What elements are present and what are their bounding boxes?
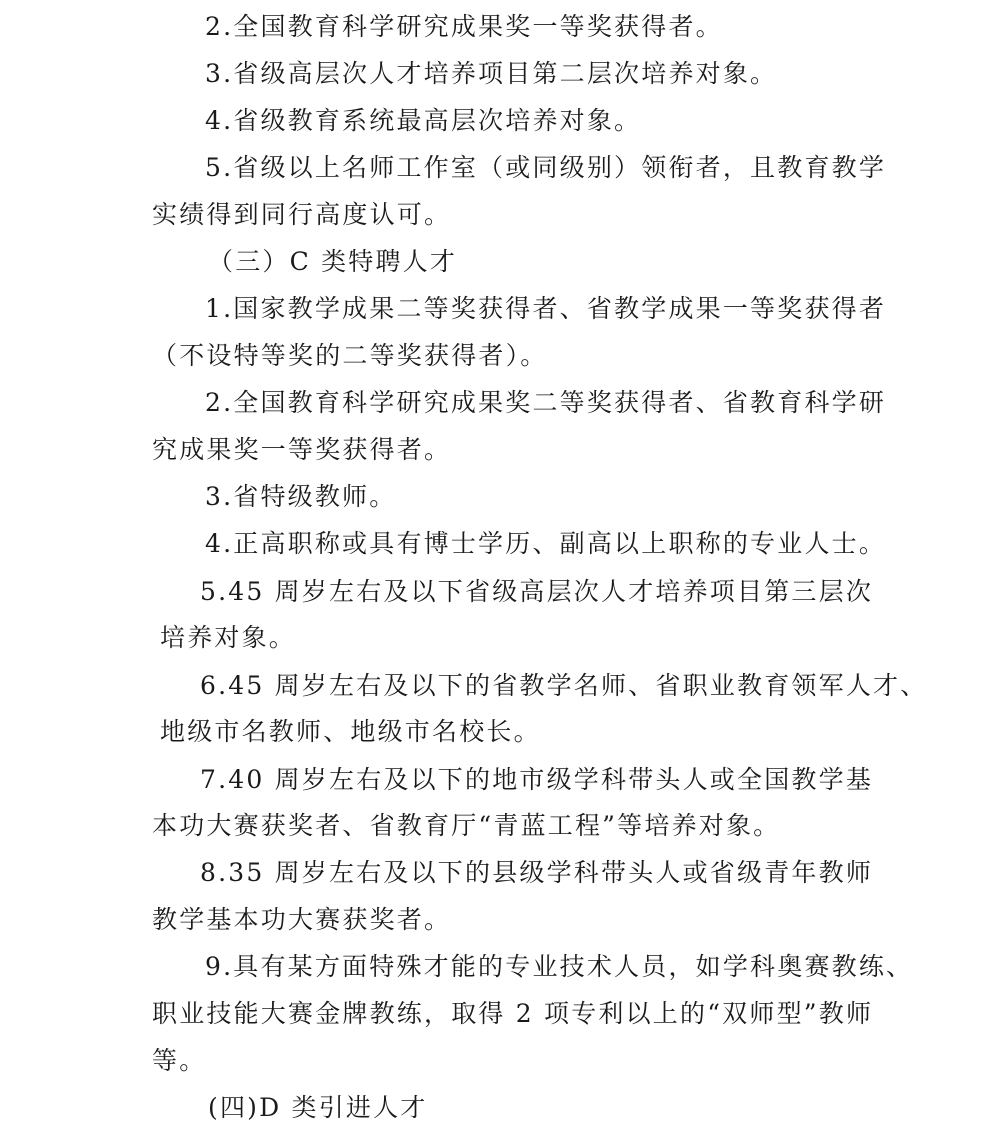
- text-line: （不设特等奖的二等奖获得者）。: [152, 341, 548, 370]
- text-line: 3.省级高层次人才培养项目第二层次培养对象。: [205, 59, 778, 88]
- text-line: 地级市名教师、地级市名校长。: [160, 717, 541, 746]
- text-line: 8.35 周岁左右及以下的县级学科带头人或省级青年教师: [200, 858, 874, 887]
- text-line: 1.国家教学成果二等奖获得者、省教学成果一等奖获得者: [205, 294, 887, 323]
- text-line: 究成果奖一等奖获得者。: [152, 435, 452, 464]
- text-line: 4.正高职称或具有博士学历、副高以上职称的专业人士。: [205, 529, 887, 558]
- section-heading: （三）C 类特聘人才: [208, 247, 458, 276]
- text-line: 本功大赛获奖者、省教育厅“青蓝工程”等培养对象。: [152, 811, 781, 840]
- text-line: 培养对象。: [160, 623, 297, 652]
- text-line: 职业技能大赛金牌教练，取得 2 项专利以上的“双师型”教师: [152, 999, 874, 1028]
- section-heading: (四)D 类引进人才: [208, 1093, 428, 1122]
- text-line: 5.45 周岁左右及以下省级高层次人才培养项目第三层次: [200, 577, 874, 606]
- text-line: 6.45 周岁左右及以下的省教学名师、省职业教育领军人才、: [200, 671, 928, 700]
- text-line: 等。: [152, 1046, 207, 1075]
- text-line: 9.具有某方面特殊才能的专业技术人员，如学科奥赛教练、: [205, 952, 914, 981]
- text-line: 2.全国教育科学研究成果奖二等奖获得者、省教育科学研: [205, 388, 887, 417]
- text-line: 实绩得到同行高度认可。: [152, 200, 452, 229]
- text-line: 7.40 周岁左右及以下的地市级学科带头人或全国教学基: [200, 765, 874, 794]
- text-line: 教学基本功大赛获奖者。: [152, 905, 452, 934]
- text-line: 2.全国教育科学研究成果奖一等奖获得者。: [205, 12, 723, 41]
- text-line: 4.省级教育系统最高层次培养对象。: [205, 106, 642, 135]
- text-line: 3.省特级教师。: [205, 482, 397, 511]
- text-line: 5.省级以上名师工作室（或同级别）领衔者，且教育教学: [205, 153, 887, 182]
